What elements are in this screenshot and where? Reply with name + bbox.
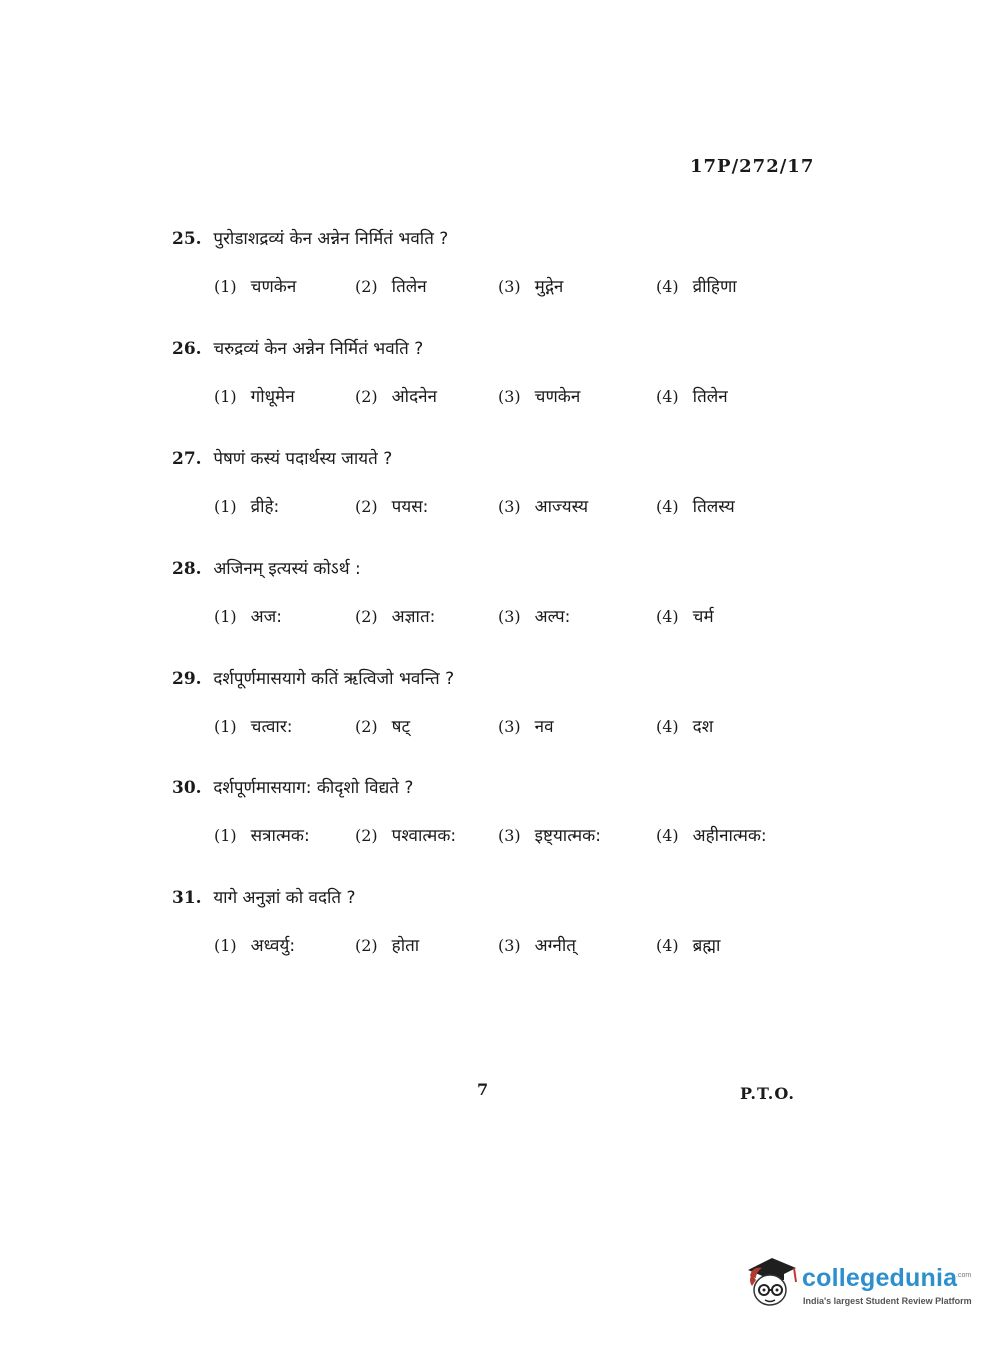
option-number: (1): [214, 277, 237, 296]
option-number: (3): [498, 607, 521, 626]
question-text: दर्शपूर्णमासयागे कतिं ऋत्विजो भवन्ति ?: [213, 669, 455, 689]
question-number: 28.: [172, 559, 202, 579]
option-1: [214, 714, 293, 737]
question-text: अजिनम् इत्यस्यं कोऽर्थ :: [213, 559, 361, 579]
option-3: [498, 274, 563, 297]
option-4: [656, 274, 737, 297]
option-text: आज्यस्य: [534, 497, 589, 517]
option-text: गोधूमेन: [250, 387, 295, 407]
option-2: [355, 494, 428, 517]
option-text: चणकेन: [250, 277, 297, 297]
option-number: (4): [656, 717, 679, 736]
option-number: (2): [355, 607, 378, 626]
option-text: अहीनात्मक:: [692, 826, 767, 846]
option-1: [214, 384, 295, 407]
option-number: (3): [498, 826, 521, 845]
option-4: [656, 494, 735, 517]
option-number: (4): [656, 607, 679, 626]
question-number: 31.: [172, 888, 202, 908]
option-number: (3): [498, 497, 521, 516]
option-text: नव: [534, 717, 554, 737]
option-number: (1): [214, 826, 237, 845]
question-text: दर्शपूर्णमासयाग: कीदृशो विद्यते ?: [213, 778, 414, 798]
option-text: चत्वार:: [250, 717, 293, 737]
option-3: [498, 604, 570, 627]
brand-dotcom: .com: [956, 1272, 972, 1279]
option-number: (3): [498, 936, 521, 955]
option-2: [355, 604, 435, 627]
option-text: व्रीहिणा: [692, 277, 737, 297]
option-text: पयस:: [391, 497, 429, 517]
option-text: षट्: [391, 717, 411, 737]
option-text: तिलेन: [391, 277, 427, 297]
question-number: 26.: [172, 339, 202, 359]
question-number: 25.: [172, 229, 202, 249]
option-text: व्रीहे:: [250, 497, 280, 517]
option-1: [214, 274, 296, 297]
option-text: अज्ञात:: [391, 607, 436, 627]
option-text: इष्ट्यात्मक:: [534, 826, 601, 846]
question-text: यागे अनुज्ञां को वदति ?: [213, 888, 356, 908]
option-text: तिलस्य: [692, 497, 735, 517]
option-text: चणकेन: [534, 387, 581, 407]
option-number: (2): [355, 497, 378, 516]
option-number: (4): [656, 826, 679, 845]
brand-watermark: [742, 1250, 972, 1320]
student-mascot-icon: [742, 1250, 800, 1310]
option-number: (1): [214, 936, 237, 955]
option-1: [214, 494, 279, 517]
option-text: अध्वर्यु:: [250, 936, 296, 956]
option-text: ब्रह्मा: [692, 936, 721, 956]
option-number: (4): [656, 387, 679, 406]
option-number: (1): [214, 497, 237, 516]
question-text: पेषणं कस्यं पदार्थस्य जायते ?: [213, 449, 393, 469]
option-number: (1): [214, 607, 237, 626]
question-text: पुरोडाशद्रव्यं केन अन्नेन निर्मितं भवति ?: [213, 229, 449, 249]
option-number: (3): [498, 387, 521, 406]
option-2: [355, 274, 427, 297]
option-4: [656, 823, 767, 846]
option-text: तिलेन: [692, 387, 728, 407]
option-number: (2): [355, 387, 378, 406]
option-number: (2): [355, 936, 378, 955]
question-number: 30.: [172, 778, 202, 798]
option-2: [355, 384, 437, 407]
option-text: ओदनेन: [391, 387, 437, 407]
question-number: 29.: [172, 669, 202, 689]
option-1: [214, 604, 282, 627]
option-1: [214, 933, 295, 956]
option-number: (2): [355, 717, 378, 736]
option-3: [498, 384, 580, 407]
option-number: (4): [656, 277, 679, 296]
option-text: चर्म: [692, 607, 714, 627]
brand-name: collegedunia: [802, 1264, 958, 1292]
option-text: पश्वात्मक:: [391, 826, 457, 846]
option-number: (1): [214, 717, 237, 736]
option-text: होता: [391, 936, 420, 956]
option-text: अज:: [250, 607, 283, 627]
option-number: (3): [498, 717, 521, 736]
option-4: [656, 604, 714, 627]
brand-tagline: India's largest Student Review Platform: [803, 1296, 972, 1306]
option-text: अल्प:: [534, 607, 571, 627]
option-2: [355, 823, 456, 846]
option-number: (2): [355, 826, 378, 845]
option-4: [656, 933, 720, 956]
option-number: (1): [214, 387, 237, 406]
option-3: [498, 823, 601, 846]
option-number: (4): [656, 936, 679, 955]
option-text: अग्नीत्: [534, 936, 576, 956]
option-number: (3): [498, 277, 521, 296]
option-1: [214, 823, 310, 846]
paper-code: 17P/272/17: [690, 156, 815, 177]
option-text: सत्रात्मक:: [250, 826, 310, 846]
option-number: (4): [656, 497, 679, 516]
question-text: चरुद्रव्यं केन अन्नेन निर्मितं भवति ?: [213, 339, 424, 359]
option-number: (2): [355, 277, 378, 296]
option-4: [656, 384, 728, 407]
option-2: [355, 714, 410, 737]
question-number: 27.: [172, 449, 202, 469]
option-3: [498, 933, 576, 956]
page-number: 7: [477, 1080, 489, 1099]
option-3: [498, 714, 554, 737]
option-4: [656, 714, 713, 737]
pto-label: P.T.O.: [740, 1084, 795, 1103]
option-text: मुद्गेन: [534, 277, 564, 297]
option-3: [498, 494, 588, 517]
option-2: [355, 933, 419, 956]
option-text: दश: [692, 717, 714, 737]
